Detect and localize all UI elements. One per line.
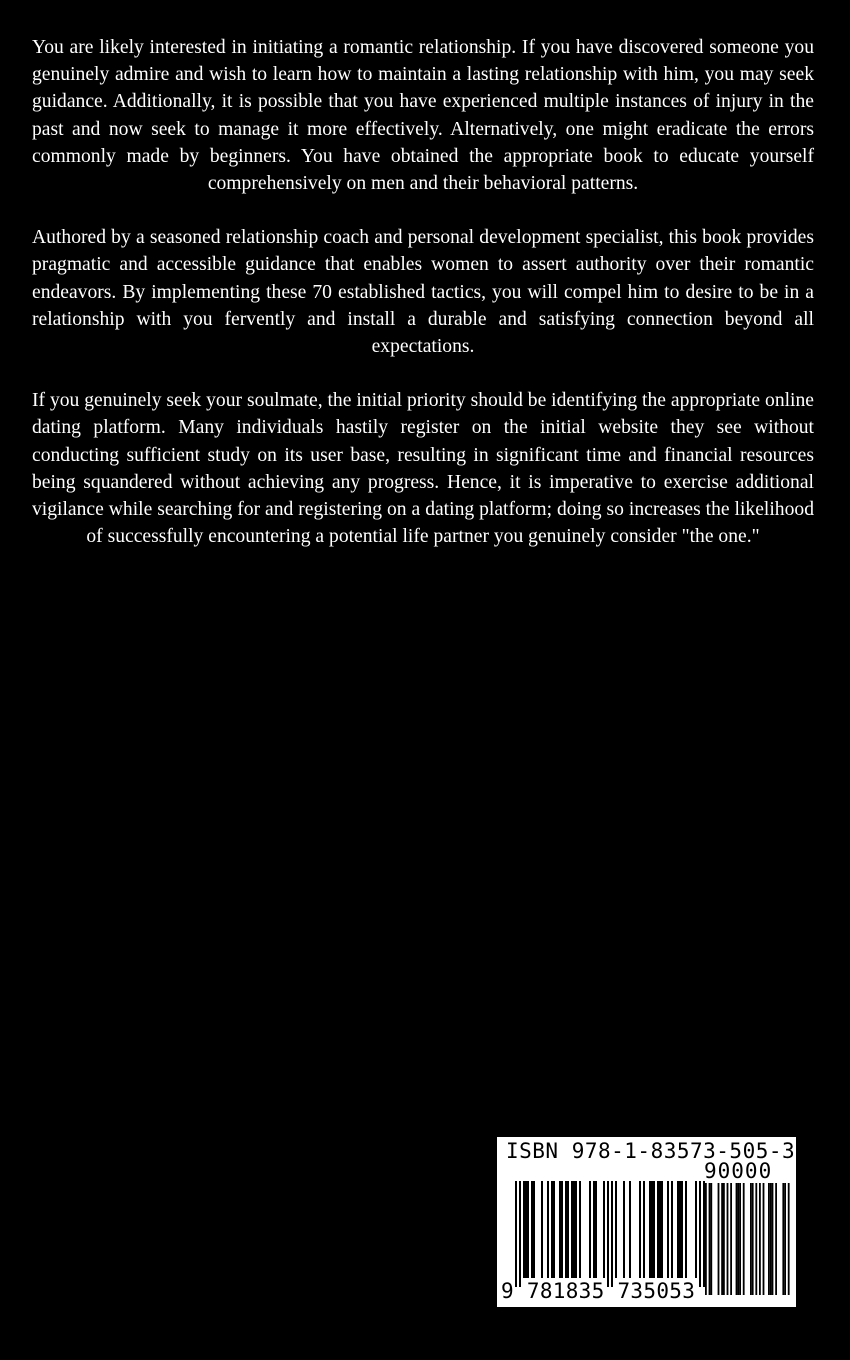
blurb-paragraph-3: If you genuinely seek your soulmate, the initial priority should be identifying the appropriate online dating platform. Many individuals hastily register on the initial website they see without conducting sufficient study on its user base, resulting in significant time and financial resources being squandered without achieving any progress. Hence, it is imperative to exercise additional vigilance while searching for and registering on a dating platform; doing so increases the likelihood of successfully encountering a potential life partner you genuinely consider "the one." [32,390,814,548]
barcode-bar [573,1181,575,1278]
addon-bar [788,1183,790,1295]
addon-bar [705,1183,707,1295]
addon-bar [743,1183,745,1295]
barcode-bar [571,1181,573,1278]
barcode-bar [547,1181,549,1278]
barcode-bar [651,1181,653,1278]
barcode-bar [523,1181,525,1278]
barcode-bar [629,1181,631,1278]
barcode-bar [703,1181,705,1287]
barcode-bar [559,1181,561,1278]
barcode-bar [603,1181,605,1278]
barcode-bar [677,1181,679,1278]
barcode-bar [679,1181,681,1278]
barcode-bar [595,1181,597,1278]
addon-bar [782,1183,784,1295]
addon-bar [727,1183,729,1295]
barcode-bar [567,1181,569,1278]
addon-bar [763,1183,765,1295]
addon-bar [755,1183,757,1295]
barcode-bar [607,1181,609,1287]
addon-bar [784,1183,786,1295]
addon-bar [768,1183,770,1295]
addon-bar [750,1183,752,1295]
addon-bar [718,1183,720,1295]
blurb-paragraph-1: You are likely interested in initiating a romantic relationship. If you have discovered someone you genuinely admire and wish to learn how to maintain a lasting relationship with him, you may seek guidance. Additionally, it is possible that you have experienced multiple instances of injury in the past and now seek to manage it more effectively. Alternatively, one might eradicate the errors commonly made by beginners. You have obtained the appropriate book to educate yourself comprehensively on men and their behavioral patterns. [32,37,814,195]
barcode-bar [667,1181,669,1278]
addon-bar [730,1183,732,1295]
barcode-bar [643,1181,645,1278]
barcode-bar [575,1181,577,1278]
barcode-bar [685,1181,687,1278]
barcode-bar [533,1181,535,1278]
barcode-bar [579,1181,581,1278]
barcode-bar [525,1181,527,1278]
barcode-bar [541,1181,543,1278]
addon-bar [723,1183,725,1295]
addon-bar [721,1183,723,1295]
barcode-bar [593,1181,595,1278]
barcode-bar [695,1181,697,1278]
isbn-barcode [497,1137,796,1307]
barcode-bar [611,1181,613,1287]
addon-bar [739,1183,741,1295]
barcode-bar [527,1181,529,1278]
addon-bar [770,1183,772,1295]
addon-bar [737,1183,739,1295]
barcode-bar [649,1181,651,1278]
ean-digits: 9 781835 735053 [501,1279,696,1303]
blurb-paragraph-2: Authored by a seasoned relationship coach and personal development specialist, this book provides pragmatic and accessible guidance that enables women to assert authority over their romantic endeavors. By implementing these 70 established tactics, you will compel him to desire to be in a relationship with you fervently and install a durable and satisfying connection beyond all expectations. [32,227,814,358]
addon-bar [752,1183,754,1295]
addon-bar [772,1183,774,1295]
addon-bar [736,1183,738,1295]
isbn-label: ISBN 978-1-83573-505-3 [506,1139,796,1163]
barcode-bar [589,1181,591,1278]
barcode-bar [515,1181,517,1287]
barcode-bar [659,1181,661,1278]
barcode-bar [615,1181,617,1278]
addon-bar [709,1183,711,1295]
barcode-bar [653,1181,655,1278]
barcode-bar [671,1181,673,1278]
blurb-text [32,34,814,577]
barcode-bar [639,1181,641,1278]
barcode-bar [623,1181,625,1278]
barcode-bar [565,1181,567,1278]
barcode-bar [681,1181,683,1278]
addon-bar [759,1183,761,1295]
addon-bar [775,1183,777,1295]
barcode-bar [657,1181,659,1278]
barcode-bar [561,1181,563,1278]
barcode-bar [519,1181,521,1287]
barcode-bar [661,1181,663,1278]
price-code: 90000 [704,1159,773,1183]
barcode-bar [699,1181,701,1287]
addon-bar [710,1183,712,1295]
barcode-bar [553,1181,555,1278]
barcode-bar [551,1181,553,1278]
barcode-bar [531,1181,533,1278]
